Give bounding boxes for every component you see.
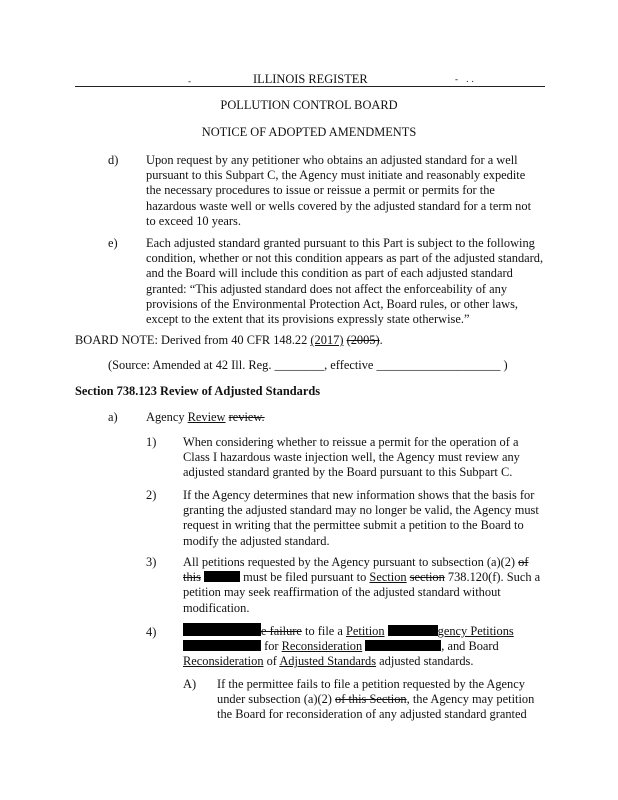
item-4-label: 4) <box>146 625 157 639</box>
item-a-deleted: review. <box>228 410 265 424</box>
section-heading: Section 738.123 Review of Adjusted Standards <box>75 384 321 398</box>
item-A-label: A) <box>183 677 197 691</box>
item-3-text <box>183 555 545 616</box>
item-4-add3: Reconsideration <box>281 639 363 654</box>
redaction-block <box>388 625 438 636</box>
para-e-label: e) <box>108 236 118 250</box>
item-3-t2: must be filed pursuant to <box>240 570 370 585</box>
item-a-label: a) <box>108 410 118 424</box>
redaction-block <box>365 640 441 651</box>
board-note <box>75 333 383 348</box>
header-mark-left: - <box>188 76 191 86</box>
item-4-add2: gency Petitions <box>437 624 514 638</box>
board-note-suffix: . <box>379 333 383 347</box>
board-title: POLLUTION CONTROL BOARD <box>220 98 398 112</box>
item-3-del2: section <box>409 570 445 585</box>
item-3-del1: of this <box>183 555 529 585</box>
header-rule <box>75 86 545 87</box>
item-A-del1: of this Section <box>335 692 407 707</box>
item-3-t3: 738.120(f). Such a petition may seek reaffirmation of the adjusted standard without modification. <box>183 570 541 615</box>
item-2-text: If the Agency determines that new information shows that the basis for granting the adjusted standard may no longer be valid, the Agency must request in writing that the permittee submit a petition to the Board to modify the adjusted standard. <box>183 488 539 548</box>
item-1-label: 1) <box>146 435 157 449</box>
item-4-t3: , and Board <box>441 639 499 654</box>
item-4-text <box>183 623 545 670</box>
para-d-text: Upon request by any petitioner who obtains an adjusted standard for a well pursuant to this Subpart C, the Agency must initiate and reasonably expedite the necessary procedures to issue or reissue a permit or permits for the hazardous waste well or wells covered by the adjusted standard for a term not to exceed 10 years. <box>146 153 532 228</box>
redaction-block <box>183 623 261 636</box>
para-e-text: Each adjusted standard granted pursuant to this Part is subject to the following condition, whether or not this condition appears as part of the adjusted standard, and the Board will include this condition as part of each adjusted standard granted: “This adjusted standard does not affect the enforceability of any provisions of the Environmental Protection Act, Board rules, or other laws, except to the extent that its provisions expressly state otherwise.” <box>146 236 544 327</box>
item-3-t1: All petitions requested by the Agency pursuant to subsection (a)(2) <box>183 555 516 569</box>
board-note-prefix: BOARD NOTE: Derived from 40 CFR 148.22 <box>75 333 308 347</box>
item-4-add4: Reconsideration <box>183 654 264 669</box>
para-d-label: d) <box>108 153 119 167</box>
item-3-label: 3) <box>146 555 157 569</box>
item-3-add1: Section <box>369 570 407 585</box>
register-title: ILLINOIS REGISTER <box>253 72 368 86</box>
item-A-t2: , the Agency may petition the Board for reconsideration of any adjusted standard granted <box>217 692 535 722</box>
redaction-block <box>204 571 240 582</box>
item-4-t4: of <box>263 654 280 669</box>
item-4-t2: for <box>261 639 282 654</box>
item-A-text <box>217 677 543 723</box>
board-note-deleted: (2005) <box>346 333 380 347</box>
item-a-plain: Agency <box>146 410 185 424</box>
item-2-label: 2) <box>146 488 157 502</box>
source-line: (Source: Amended at 42 Ill. Reg. ________, effective ____________________ ) <box>108 358 508 372</box>
item-1-text: When considering whether to reissue a permit for the operation of a Class I hazardous waste injection well, the Agency must review any adjusted standard granted by the Board pursuant to this Subpart C. <box>183 435 520 480</box>
item-4-t5: adjusted standards. <box>376 654 474 669</box>
item-4-del1: e failure <box>261 624 302 638</box>
item-A-t1: If the permittee fails to file a petition requested by the Agency under subsection (a)(2) <box>217 677 525 707</box>
notice-title: NOTICE OF ADOPTED AMENDMENTS <box>201 125 417 139</box>
redaction-block <box>183 640 261 651</box>
item-a-text <box>146 410 265 425</box>
header-mark-right: - .. <box>455 74 477 84</box>
item-4-add5: Adjusted Standards <box>279 654 377 669</box>
item-4-t1: to file a <box>301 624 346 638</box>
item-4-add1: Petition <box>345 624 385 638</box>
item-a-added: Review <box>187 410 226 424</box>
board-note-added: (2017) <box>310 333 344 347</box>
